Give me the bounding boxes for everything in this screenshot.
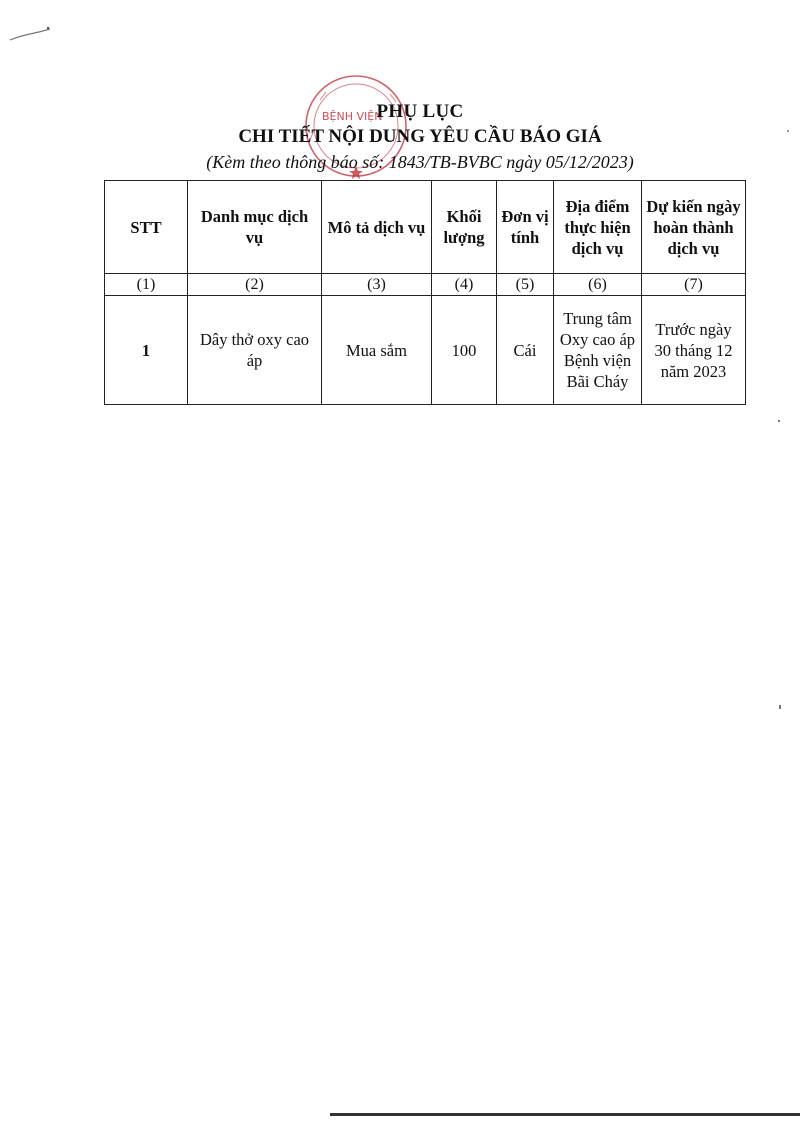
header-dia-diem: Địa điểm thực hiện dịch vụ — [554, 181, 642, 274]
svg-text:BỆNH VIỆN: BỆNH VIỆN — [322, 110, 383, 123]
scan-dot — [778, 420, 780, 422]
column-number: (5) — [497, 274, 554, 296]
document-title: PHỤ LỤC — [376, 101, 464, 122]
subtitle-text: (Kèm theo thông báo số: 1843/TB-BVBC ngày 05/12/2023) — [206, 152, 634, 172]
document-heading: CHI TIẾT NỘI DUNG YÊU CẦU BÁO GIÁ — [238, 126, 602, 147]
header-danh-muc: Danh mục dịch vụ — [188, 181, 322, 274]
header-don-vi: Đơn vị tính — [497, 181, 554, 274]
cell-mo-ta: Mua sắm — [322, 296, 432, 405]
cell-danh-muc: Dây thở oxy cao áp — [188, 296, 322, 405]
header-du-kien: Dự kiến ngày hoàn thành dịch vụ — [642, 181, 746, 274]
column-number: (1) — [105, 274, 188, 296]
column-number: (3) — [322, 274, 432, 296]
table-row — [105, 296, 746, 405]
column-number-row — [105, 274, 746, 296]
cell-dia-diem: Trung tâm Oxy cao áp Bệnh viện Bãi Cháy — [554, 296, 642, 405]
quotation-table — [104, 180, 746, 405]
scan-bottom-edge — [330, 1113, 800, 1116]
scan-dot — [779, 705, 781, 709]
cell-du-kien: Trước ngày 30 tháng 12 năm 2023 — [642, 296, 746, 405]
column-number: (6) — [554, 274, 642, 296]
scan-dot — [787, 130, 789, 132]
header-mo-ta: Mô tả dịch vụ — [322, 181, 432, 274]
scan-smudge — [8, 26, 52, 44]
column-number: (7) — [642, 274, 746, 296]
table-header-row — [105, 181, 746, 274]
cell-stt: 1 — [105, 296, 188, 405]
header-khoi-luong: Khối lượng — [432, 181, 497, 274]
cell-khoi-luong: 100 — [432, 296, 497, 405]
cell-don-vi: Cái — [497, 296, 554, 405]
column-number: (4) — [432, 274, 497, 296]
document-subtitle — [0, 152, 800, 173]
header-stt: STT — [105, 181, 188, 274]
column-number: (2) — [188, 274, 322, 296]
